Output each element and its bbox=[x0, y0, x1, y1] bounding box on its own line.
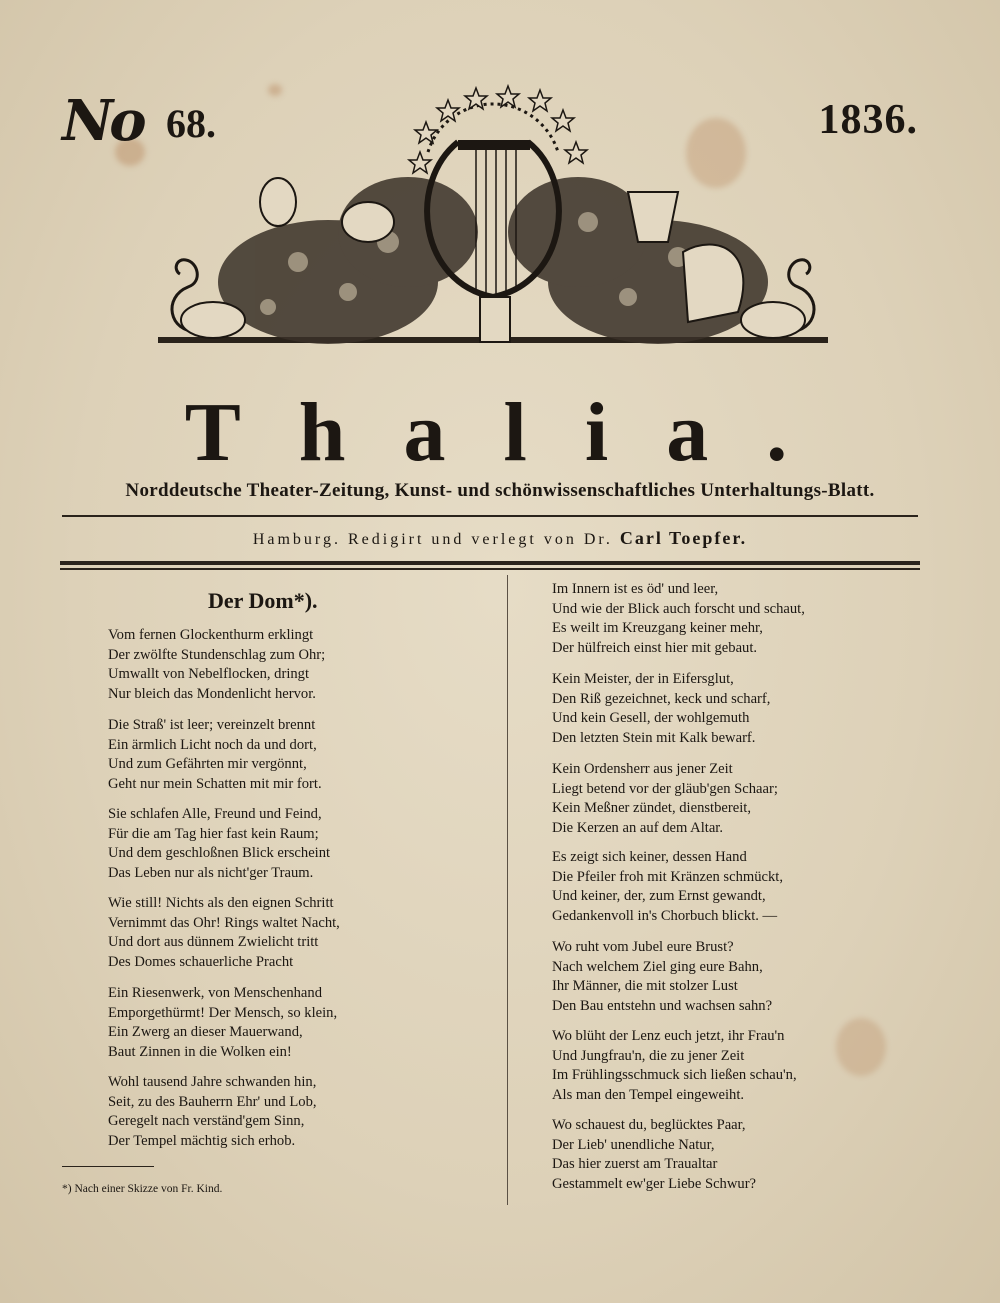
editor-name: Carl Toepfer. bbox=[619, 528, 748, 548]
verse-line: Und zum Gefährten mir vergönnt, bbox=[108, 756, 307, 773]
stanza-right-1 bbox=[552, 580, 805, 658]
verse-line: Wo ruht vom Jubel eure Brust? bbox=[552, 939, 734, 955]
verse-line: Als man den Tempel eingeweiht. bbox=[552, 1086, 745, 1103]
poem-title: Der Dom*). bbox=[208, 588, 318, 613]
verse-line: Der zwölfte Stundenschlag zum Ohr; bbox=[108, 646, 326, 663]
verse-line: Kein Ordensherr aus jener Zeit bbox=[552, 761, 733, 777]
verse-line: Baut Zinnen in die Wolken ein! bbox=[108, 1043, 292, 1060]
verse-line: Wo blüht der Lenz euch jetzt, ihr Frau'n bbox=[552, 1028, 785, 1044]
verse-line: Für die am Tag hier fast kein Raum; bbox=[108, 825, 319, 842]
stanza-left-6 bbox=[108, 1073, 317, 1151]
verse-line: Und dem geschloßnen Blick erscheint bbox=[108, 845, 331, 862]
verse-line: Vom fernen Glockenthurm erklingt bbox=[108, 627, 314, 643]
verse-line: Umwallt von Nebelflocken, dringt bbox=[108, 666, 310, 683]
stanza-left-1 bbox=[108, 626, 325, 704]
footnote-rule bbox=[62, 1166, 154, 1167]
verse-line: Ihr Männer, die mit stolzer Lust bbox=[552, 978, 738, 995]
verse-line: Den Riß gezeichnet, keck und scharf, bbox=[552, 690, 771, 707]
stanza-right-7 bbox=[552, 1116, 756, 1194]
verse-line: Ein Riesenwerk, von Menschenhand bbox=[108, 985, 322, 1001]
header-rule-top bbox=[62, 515, 918, 517]
verse-line: Emporgethürmt! Der Mensch, so klein, bbox=[108, 1004, 338, 1021]
verse-line: Kein Meßner zündet, dienstbereit, bbox=[552, 800, 751, 817]
column-divider bbox=[507, 575, 508, 1205]
verse-line: Ein Zwerg an dieser Mauerwand, bbox=[108, 1024, 303, 1041]
verse-line: Es zeigt sich keiner, dessen Hand bbox=[552, 849, 747, 865]
editor-line bbox=[0, 528, 1000, 549]
lyre-vignette-illustration bbox=[158, 82, 828, 367]
issue-year: 1836. bbox=[818, 97, 918, 143]
verse-line: Und kein Gesell, der wohlgemuth bbox=[552, 710, 750, 727]
stanza-right-2 bbox=[552, 670, 770, 748]
paper-stain bbox=[836, 1018, 886, 1076]
verse-line: Nach welchem Ziel ging eure Bahn, bbox=[552, 958, 763, 975]
editor-line-text: Hamburg. Redigirt und verlegt von Dr. bbox=[252, 531, 613, 548]
stanza-right-4 bbox=[552, 848, 783, 926]
stanza-left-4 bbox=[108, 894, 340, 972]
stanza-left-3 bbox=[108, 805, 330, 883]
stanza-left-2 bbox=[108, 716, 322, 794]
verse-line: Im Innern ist es öd' und leer, bbox=[552, 581, 719, 597]
header-rule-double-2 bbox=[60, 568, 920, 570]
stanza-left-5 bbox=[108, 984, 337, 1062]
verse-line: Der Tempel mächtig sich erhob. bbox=[108, 1132, 296, 1149]
verse-line: Und Jungfrau'n, die zu jener Zeit bbox=[552, 1047, 745, 1064]
verse-line: Geregelt nach verständ'gem Sinn, bbox=[108, 1113, 305, 1130]
verse-line: Den Bau entstehn und wachsen sahn? bbox=[552, 997, 773, 1014]
verse-line: Ein ärmlich Licht noch da und dort, bbox=[108, 736, 317, 753]
verse-line: Seit, zu des Bauherrn Ehr' und Lob, bbox=[108, 1093, 317, 1110]
verse-line: Des Domes schauerliche Pracht bbox=[108, 953, 294, 970]
verse-line: Wo schauest du, beglücktes Paar, bbox=[552, 1117, 746, 1133]
footnote: *) Nach einer Skizze von Fr. Kind. bbox=[62, 1183, 223, 1195]
issue-number-value: 68. bbox=[166, 101, 216, 146]
verse-line: Den letzten Stein mit Kalk bewarf. bbox=[552, 729, 756, 746]
masthead-title: Thalia. bbox=[184, 386, 846, 479]
header-rule-double-1 bbox=[60, 561, 920, 565]
verse-line: Der Lieb' unendliche Natur, bbox=[552, 1136, 715, 1153]
verse-line: Liegt betend vor der gläub'gen Schaar; bbox=[552, 780, 778, 797]
verse-line: Und wie der Blick auch forscht und schaut, bbox=[552, 600, 805, 617]
number-sign: No bbox=[62, 88, 143, 154]
masthead-subtitle: Norddeutsche Theater-Zeitung, Kunst- und schönwissenschaftliches Unterhaltungs-Blatt. bbox=[125, 480, 875, 501]
verse-line: Geht nur mein Schatten mit mir fort. bbox=[108, 775, 322, 792]
stanza-right-5 bbox=[552, 938, 772, 1016]
stanza-right-3 bbox=[552, 760, 778, 838]
verse-line: Wie still! Nichts als den eignen Schritt bbox=[108, 895, 334, 911]
verse-line: Im Frühlingsschmuck sich ließen schau'n, bbox=[552, 1067, 797, 1084]
verse-line: Gestammelt ew'ger Liebe Schwur? bbox=[552, 1175, 757, 1192]
verse-line: Wohl tausend Jahre schwanden hin, bbox=[108, 1074, 317, 1090]
verse-line: Vernimmt das Ohr! Rings waltet Nacht, bbox=[108, 914, 340, 931]
verse-line: Die Pfeiler froh mit Kränzen schmückt, bbox=[552, 868, 783, 885]
verse-line: Sie schlafen Alle, Freund und Feind, bbox=[108, 806, 322, 822]
verse-line: Gedankenvoll in's Chorbuch blickt. — bbox=[552, 907, 778, 924]
verse-line: Die Kerzen an auf dem Altar. bbox=[552, 819, 723, 836]
verse-line: Nur bleich das Mondenlicht hervor. bbox=[108, 685, 316, 702]
verse-line: Die Straß' ist leer; vereinzelt brennt bbox=[108, 717, 316, 733]
verse-line: Das Leben nur als nicht'ger Traum. bbox=[108, 864, 314, 881]
verse-line: Und keiner, der, zum Ernst gewandt, bbox=[552, 888, 766, 905]
verse-line: Kein Meister, der in Eifersglut, bbox=[552, 671, 734, 687]
verse-line: Und dort aus dünnem Zwielicht tritt bbox=[108, 934, 319, 951]
stanza-right-6 bbox=[552, 1027, 797, 1105]
verse-line: Der hülfreich einst hier mit gebaut. bbox=[552, 639, 758, 656]
verse-line: Das hier zuerst am Traualtar bbox=[552, 1156, 718, 1173]
verse-line: Es weilt im Kreuzgang keiner mehr, bbox=[552, 620, 763, 637]
